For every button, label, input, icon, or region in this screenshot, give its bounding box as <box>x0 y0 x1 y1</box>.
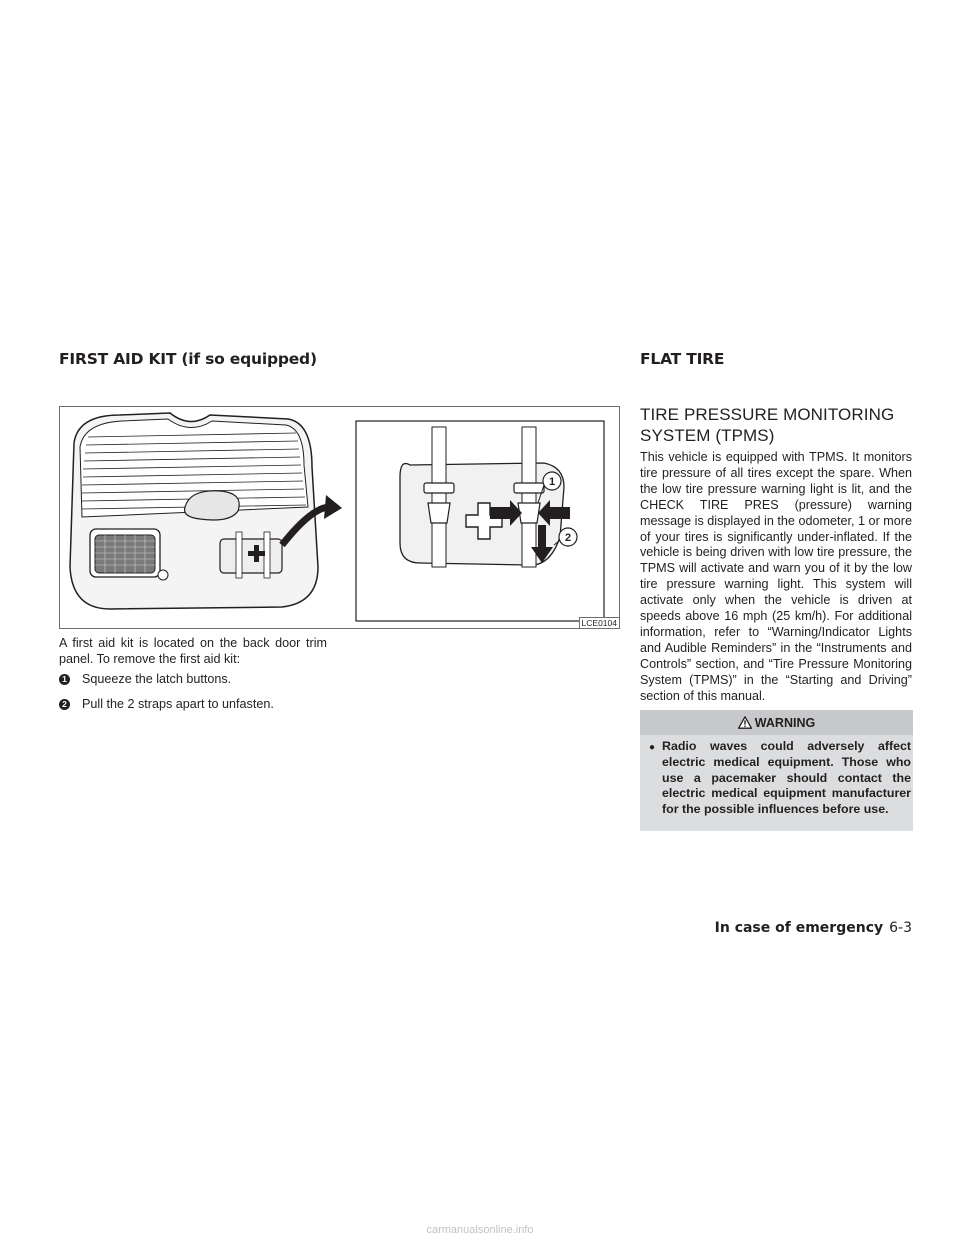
tpms-body: This vehicle is equipped with TPMS. It monitors tire pressure of all tires except the spare. When the low tire pressure warning light is lit, and the CHECK TIRE PRES (pressure) warning message is displayed in the odometer, 1 or more of your tires is significantly under-inflated. If the vehicle is being driven with low tire pressure, the TPMS will activate and warn you of it by the low tire pressure warning light. This system will activate only when the vehicle is driven at speeds above 16 mph (25 km/h). For additional information, refer to “Warning/Indicator Lights and Audible Reminders” in the “Instruments and Controls” section, and “Tire Pressure Monitoring System (TPMS)” in the “Starting and Driving” section of this manual. <box>640 450 912 703</box>
step-text-2: Pull the 2 straps apart to unfasten. <box>82 697 274 711</box>
section-heading-flat-tire: FLAT TIRE <box>640 350 725 368</box>
first-aid-step-2 <box>59 697 329 712</box>
watermark-text: carmanualsonline.info <box>426 1224 534 1236</box>
section-heading-first-aid-kit: FIRST AID KIT (if so equipped) <box>59 350 317 368</box>
first-aid-kit-figure <box>59 406 620 629</box>
figure-code: LCE0104 <box>579 617 619 628</box>
warning-item-text: Radio waves could adversely affect electric medical equipment. Those who use a pacemaker should contact the electric medical equipment manufacturer for the possible influences before use. <box>662 739 911 817</box>
step-number-1: 1 <box>59 674 70 685</box>
step-number-2: 2 <box>59 699 70 710</box>
callout-2-label: 2 <box>564 532 572 544</box>
warning-triangle-icon <box>738 716 752 729</box>
chapter-title: In case of emergency <box>714 920 884 936</box>
warning-box <box>640 710 913 831</box>
warning-header <box>640 710 913 735</box>
tpms-subheading <box>640 404 910 446</box>
warning-bullet: ● <box>649 742 656 753</box>
step-text-1: Squeeze the latch buttons. <box>82 672 232 686</box>
warning-item <box>649 739 911 818</box>
tpms-subheading-line-2: SYSTEM (TPMS) <box>640 426 775 445</box>
first-aid-intro: A first aid kit is located on the back door trim panel. To remove the first aid kit: <box>59 636 327 666</box>
page-footer <box>715 920 912 936</box>
callout-1-label: 1 <box>548 476 556 488</box>
page-number: 6-3 <box>889 920 912 936</box>
first-aid-step-1 <box>59 672 329 687</box>
warning-title: WARNING <box>754 715 816 730</box>
tpms-subheading-line-1: TIRE PRESSURE MONITORING <box>640 405 895 424</box>
back-door-illustration <box>60 407 619 628</box>
